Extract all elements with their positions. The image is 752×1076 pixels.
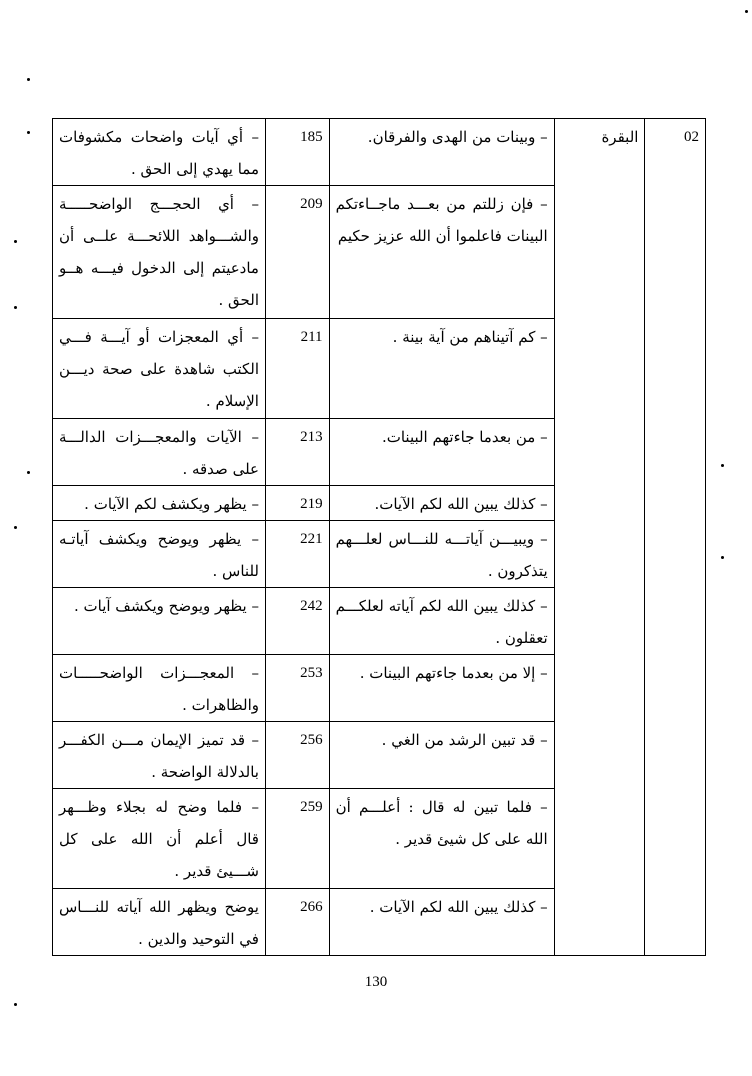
- aya-number-cell: 219: [265, 486, 329, 521]
- verses-table: [52, 118, 706, 956]
- aya-number-cell: 213: [265, 419, 329, 486]
- verse-cell: – إلا من بعدما جاءتهم البينات .: [329, 655, 554, 722]
- verse-cell: – كذلك يبين الله لكم الآيات .: [329, 889, 554, 956]
- verse-cell: – كذلك يبين الله لكم آياته لعلكـــم تعقلون .: [329, 588, 554, 655]
- explanation-cell: – يظهر ويكشف لكم الآيات .: [53, 486, 266, 521]
- scan-speck: [14, 1003, 17, 1006]
- verse-cell: – كذلك يبين الله لكم الآيات.: [329, 486, 554, 521]
- explanation-cell: – أي آيات واضحات مكشوفات مما يهدي إلى الحق .: [53, 119, 266, 186]
- scan-speck: [14, 240, 17, 243]
- scan-speck: [27, 78, 30, 81]
- aya-number-cell: 259: [265, 789, 329, 889]
- aya-number-cell: 253: [265, 655, 329, 722]
- verse-cell: – فإن زللتم من بعـــد ماجــاءتكم البينات فاعلموا أن الله عزيز حكيم: [329, 186, 554, 319]
- verse-cell: – كم آتيناهم من آية بينة .: [329, 319, 554, 419]
- explanation-cell: – الآيات والمعجـــزات الدالـــة على صدقه .: [53, 419, 266, 486]
- scan-speck: [721, 464, 724, 467]
- explanation-cell: – يظهر ويوضح ويكشف آياتـه للناس .: [53, 521, 266, 588]
- aya-number-cell: 185: [265, 119, 329, 186]
- explanation-cell: – قد تميز الإيمان مـــن الكفـــر بالدلالة الواضحة .: [53, 722, 266, 789]
- sura-name-cell: البقرة: [554, 119, 645, 956]
- aya-number-cell: 256: [265, 722, 329, 789]
- scan-speck: [721, 556, 724, 559]
- aya-number-cell: 209: [265, 186, 329, 319]
- row-number-cell: 02: [645, 119, 706, 956]
- scan-speck: [27, 471, 30, 474]
- aya-number-cell: 266: [265, 889, 329, 956]
- verse-cell: – وبينات من الهدى والفرقان.: [329, 119, 554, 186]
- explanation-cell: – أي الحجـــج الواضحـــــة والشـــواهد اللائحـــة علــى أن مادعيتم إلى الدخول فيـــه هــو الحق .: [53, 186, 266, 319]
- verse-cell: – فلما تبين له قال : أعلـــم أن الله على كل شيئ قدير .: [329, 789, 554, 889]
- explanation-cell: – يظهر ويوضح ويكشف آيات .: [53, 588, 266, 655]
- page-number: 130: [364, 974, 388, 990]
- aya-number-cell: 242: [265, 588, 329, 655]
- aya-number-cell: 221: [265, 521, 329, 588]
- scan-speck: [27, 131, 30, 134]
- table-row: [53, 119, 706, 186]
- scan-speck: [14, 306, 17, 309]
- aya-number-cell: 211: [265, 319, 329, 419]
- scan-speck: [14, 526, 17, 529]
- explanation-cell: يوضح ويظهر الله آياته للنـــاس في التوحيد والدين .: [53, 889, 266, 956]
- explanation-cell: – فلما وضح له بجلاء وظـــهر قال أعلم أن الله على كل شـــيئ قدير .: [53, 789, 266, 889]
- explanation-cell: – أي المعجزات أو آيـــة فـــي الكتب شاهدة على صحة ديـــن الإسلام .: [53, 319, 266, 419]
- explanation-cell: – المعجـــزات الواضحـــــات والظاهرات .: [53, 655, 266, 722]
- scan-speck: [745, 10, 748, 13]
- verse-cell: – قد تبين الرشد من الغي .: [329, 722, 554, 789]
- verse-cell: – ويبيـــن آياتـــه للنـــاس لعلـــهم يتذكرون .: [329, 521, 554, 588]
- verse-cell: – من بعدما جاءتهم البينات.: [329, 419, 554, 486]
- verses-table-body: [53, 119, 706, 956]
